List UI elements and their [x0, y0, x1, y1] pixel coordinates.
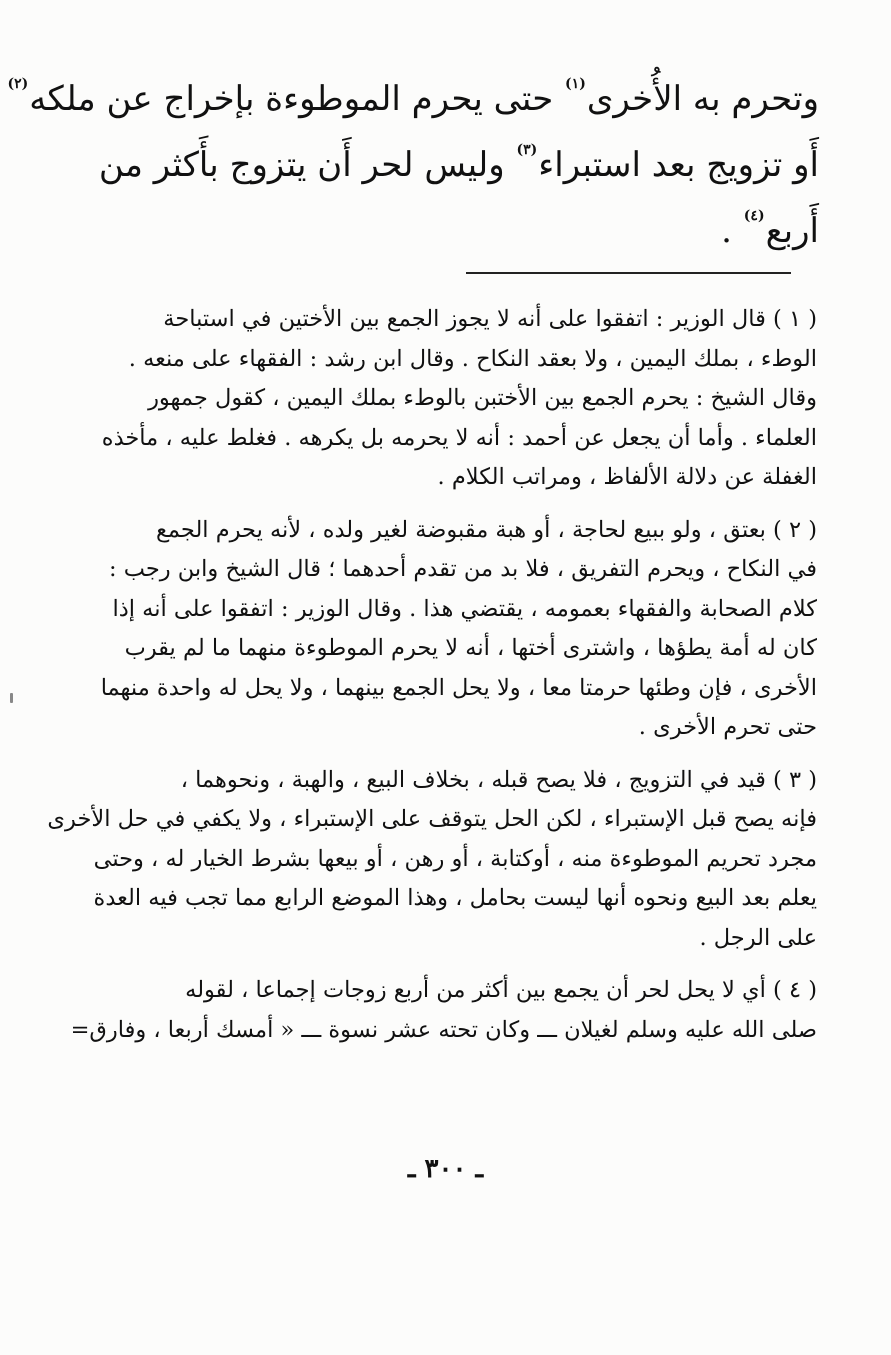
main-text-block [7, 66, 819, 264]
footnote-line: ( ٣ ) قيد في التزويج ، فلا يصح قبله ، بخلاف البيع ، والهبة ، ونحوهما ، [180, 766, 817, 793]
footnote-line: فإنه يصح قبل الإستبراء ، لكن الحل يتوقف على الإستبراء ، ولا يكفي في حل الأخرى [47, 806, 817, 832]
main-text-segment: أَو تزويج بعد استبراء [538, 145, 819, 185]
footnote-ref-2: (٢) [7, 76, 29, 92]
footnote-divider [466, 272, 791, 274]
main-text-segment: حتى يحرم الموطوءة بإخراج عن ملكه [29, 79, 565, 119]
footnote-ref-1: (١) [565, 76, 586, 92]
footnote-line: وقال الشيخ : يحرم الجمع بين الأختبن بالوطء بملك اليمين ، كقول جمهور [148, 385, 817, 411]
main-text-line-1 [7, 66, 819, 132]
footnote-line: ( ٢ ) بعتق ، ولو ببيع لحاجة ، أو هبة مقبوضة لغير ولده ، لأنه يحرم الجمع [155, 516, 817, 543]
footnote-line: على الرجل . [699, 924, 817, 951]
page-number: ـ ٣٠٠ ـ [407, 1154, 484, 1184]
footnote-line: كان له أمة يطؤها ، واشترى أختها ، أنه لا يحرم الموطوءة منهما ما لم يقرب [124, 635, 817, 661]
footnote-4 [69, 971, 817, 1050]
footnote-line: يعلم بعد البيع ونحوه أنها ليست بحامل ، وهذا الموضع الرابع مما تجب فيه العدة [93, 885, 817, 911]
footnote-line: في النكاح ، ويحرم التفريق ، فلا بد من تقدم أحدهما ؛ قال الشيخ وابن رجب : [109, 556, 817, 582]
footnote-ref-4: (٤) [743, 208, 765, 224]
footnote-line: الأخرى ، فإن وطئها حرمتا معا ، ولا يحل الجمع بينهما ، ولا يحل له واحدة منهما [100, 674, 817, 701]
main-text-segment: وليس لحر أَن يتزوج بأَكثر من [98, 145, 516, 185]
main-text-segment: أَربع [765, 211, 819, 251]
main-text-line-3 [69, 198, 819, 264]
main-text-line-2 [69, 132, 819, 198]
footnote-ref-3: (٣) [516, 142, 538, 158]
footnote-line: صلى الله عليه وسلم لغيلان ـــ وكان تحته عشر نسوة ـــ « أمسك أربعا ، وفارق= [70, 1016, 817, 1043]
footnote-1 [69, 300, 817, 498]
footnote-line: مجرد تحريم الموطوءة منه ، أوكتابة ، أو رهن ، أو بيعها بشرط الخيار له ، وحتى [93, 845, 817, 872]
footnote-line: كلام الصحابة والفقهاء بعمومه ، يقتضي هذا . وقال الوزير : اتفقوا على أنه إذا [112, 595, 817, 622]
footnote-line: ( ٤ ) أي لا يحل لحر أن يجمع بين أكثر من أربع زوجات إجماعا ، لقوله [185, 977, 817, 1003]
footnote-3 [47, 761, 817, 959]
footnote-line: حتى تحرم الأخرى . [638, 714, 817, 740]
footnote-line: ( ١ ) قال الوزير : اتفقوا على أنه لا يجوز الجمع بين الأختين في استباحة [163, 306, 817, 332]
main-text-segment: وتحرم به الأُخرى [586, 79, 819, 119]
footnotes [47, 300, 817, 1063]
footnote-line: الغفلة عن دلالة الألفاظ ، ومراتب الكلام . [437, 464, 817, 490]
scan-edge-mark [10, 693, 13, 703]
footnote-line: الوطء ، بملك اليمين ، ولا بعقد النكاح . وقال ابن رشد : الفقهاء على منعه . [128, 345, 817, 372]
main-text-segment: . [721, 211, 743, 251]
footnote-line: العلماء . وأما أن يجعل عن أحمد : أنه لا يحرمه بل يكرهه . فغلط عليه ، مأخذه [101, 424, 817, 451]
footnote-2 [69, 511, 817, 748]
